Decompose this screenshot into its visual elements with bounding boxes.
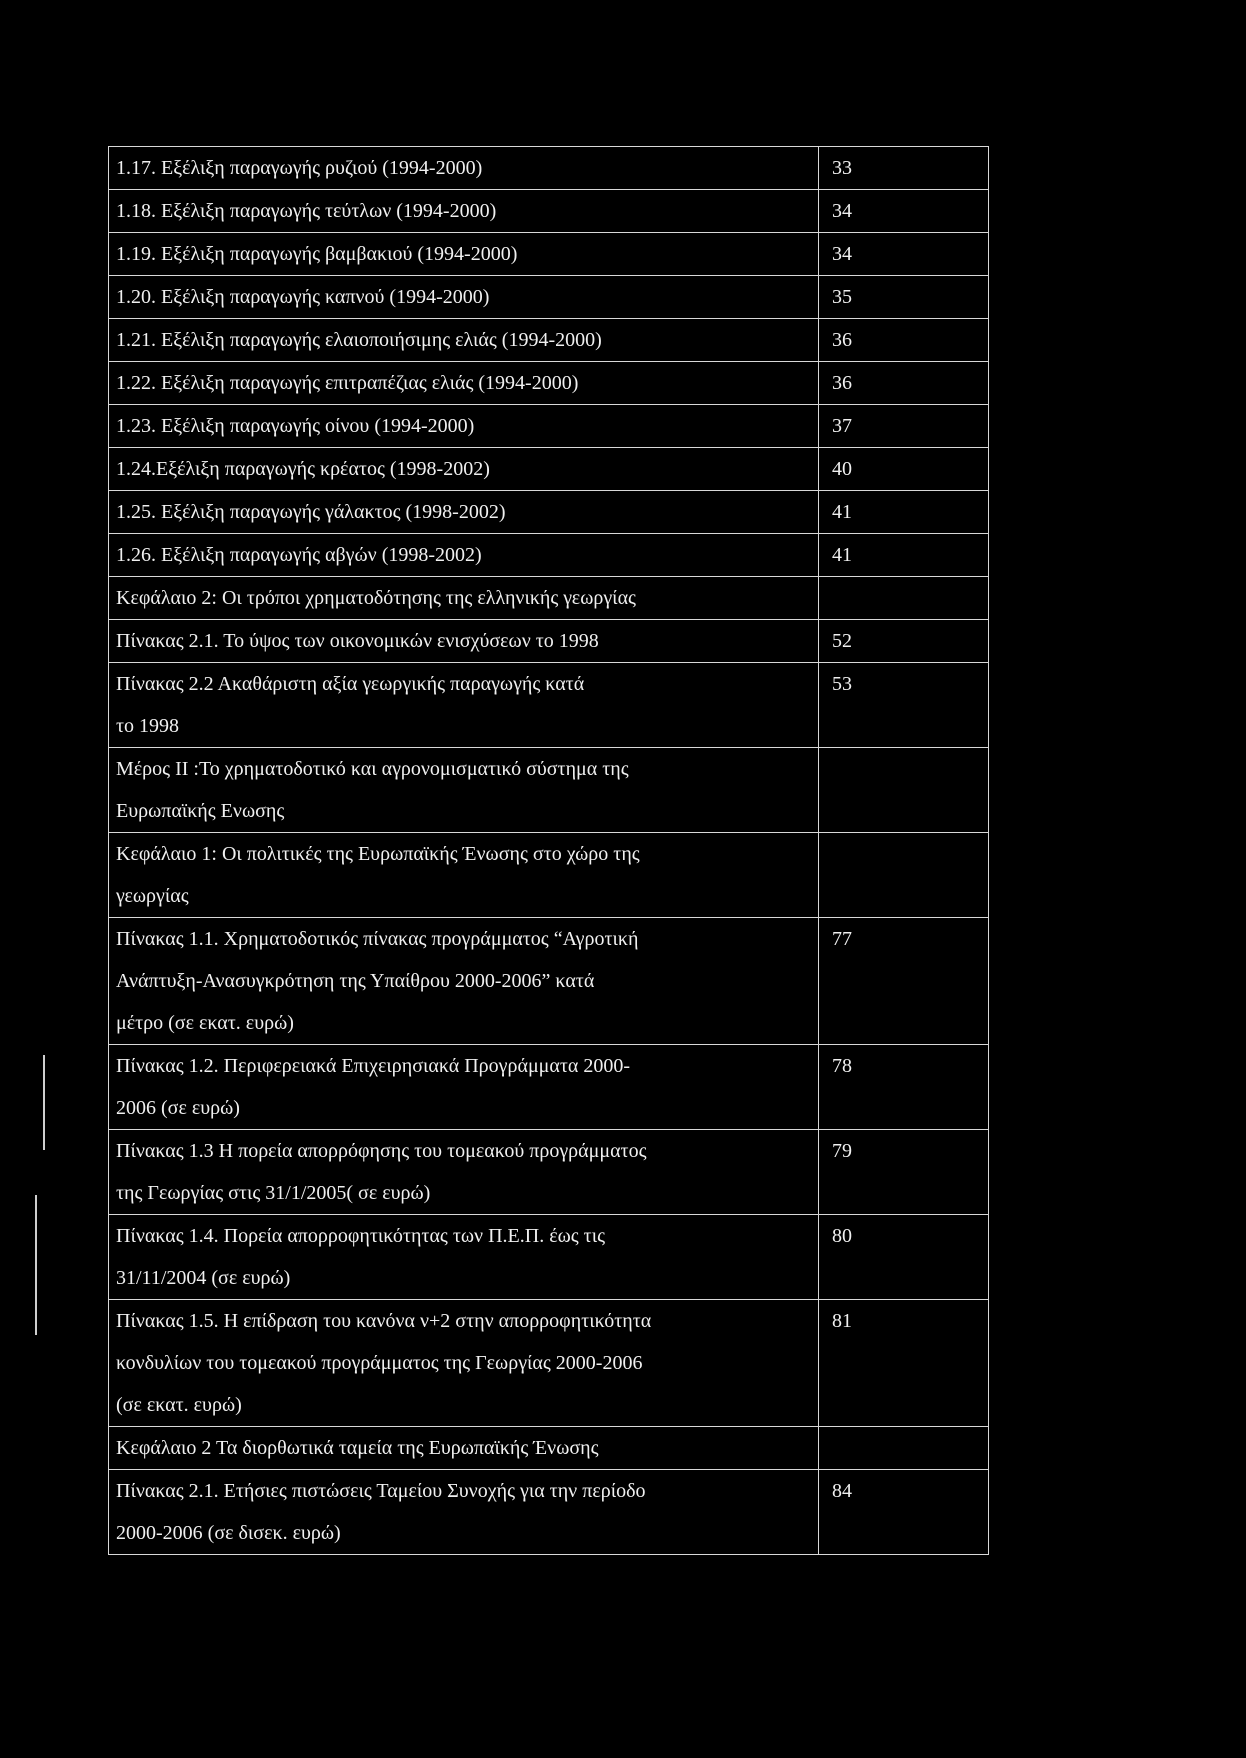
entry-page-cell — [819, 1130, 989, 1215]
entry-title-cell — [109, 918, 819, 1045]
entry-title-cell — [109, 147, 819, 190]
entry-page-number: 41 — [832, 544, 852, 566]
table-row — [109, 918, 989, 1045]
table-row — [109, 147, 989, 190]
margin-line — [35, 1195, 37, 1335]
entry-page-cell — [819, 147, 989, 190]
entry-page-cell — [819, 1427, 989, 1470]
entry-title-cell — [109, 1045, 819, 1130]
entry-title-cell — [109, 276, 819, 319]
entry-title-line: Πίνακας 1.5. Η επίδραση του κανόνα ν+2 στην απορροφητικότητα — [116, 1310, 652, 1332]
entry-title-line: Πίνακας 1.2. Περιφερειακά Επιχειρησιακά Προγράμματα 2000- — [116, 1055, 631, 1077]
entry-page-cell — [819, 405, 989, 448]
entry-page-number: 80 — [832, 1225, 852, 1247]
entry-title-line: Κεφάλαιο 1: Οι πολιτικές της Ευρωπαϊκής Ένωσης στο χώρο της — [116, 843, 640, 865]
table-row — [109, 405, 989, 448]
entry-page-number: 33 — [832, 157, 852, 179]
entry-title-line: 1.20. Εξέλιξη παραγωγής καπνού (1994-2000) — [116, 286, 490, 308]
entry-page-number: 79 — [832, 1140, 852, 1162]
entry-title-cell — [109, 620, 819, 663]
table-row — [109, 276, 989, 319]
table-row — [109, 1470, 989, 1555]
entry-page-cell — [819, 362, 989, 405]
entry-page-number — [832, 1427, 988, 1469]
entry-page-number: 35 — [832, 286, 852, 308]
entry-title-line: 31/11/2004 (σε ευρώ) — [116, 1267, 291, 1289]
entry-page-number: 81 — [832, 1310, 852, 1332]
entry-page-cell — [819, 276, 989, 319]
entry-page-cell — [819, 190, 989, 233]
entry-page-cell — [819, 233, 989, 276]
entry-page-number — [832, 833, 988, 875]
table-row — [109, 577, 989, 620]
entry-page-number — [832, 577, 988, 619]
entry-title-cell — [109, 577, 819, 620]
entry-page-cell — [819, 1045, 989, 1130]
margin-line — [43, 1055, 45, 1150]
entry-title-line: της Γεωργίας στις 31/1/2005( σε ευρώ) — [116, 1182, 431, 1204]
entry-page-cell — [819, 448, 989, 491]
entry-title-line: 2006 (σε ευρώ) — [116, 1097, 240, 1119]
entry-title-cell — [109, 448, 819, 491]
entry-page-number: 34 — [832, 200, 852, 222]
entry-title-cell — [109, 1427, 819, 1470]
entry-page-cell — [819, 1215, 989, 1300]
entry-title-line: Πίνακας 2.1. Το ύψος των οικονομικών ενισχύσεων το 1998 — [116, 630, 599, 652]
entry-title-line: Πίνακας 1.4. Πορεία απορροφητικότητας των Π.Ε.Π. έως τις — [116, 1225, 606, 1247]
entry-title-cell — [109, 190, 819, 233]
table-row — [109, 1300, 989, 1427]
entry-title-line: Ευρωπαϊκής Ενωσης — [116, 800, 285, 822]
entry-page-number: 53 — [832, 673, 852, 695]
entry-page-cell — [819, 620, 989, 663]
entry-title-line: 1.18. Εξέλιξη παραγωγής τεύτλων (1994-2000) — [116, 200, 497, 222]
entry-page-cell — [819, 1470, 989, 1555]
entry-title-cell — [109, 362, 819, 405]
entry-title-cell — [109, 748, 819, 833]
entry-page-cell — [819, 663, 989, 748]
entry-page-number: 37 — [832, 415, 852, 437]
entry-title-line: 1.22. Εξέλιξη παραγωγής επιτραπέζιας ελιάς (1994-2000) — [116, 372, 579, 394]
entry-page-cell — [819, 491, 989, 534]
entry-page-number: 36 — [832, 329, 852, 351]
entry-title-line: κονδυλίων του τομεακού προγράμματος της Γεωργίας 2000-2006 — [116, 1352, 643, 1374]
toc-body — [109, 147, 989, 1555]
table-row — [109, 233, 989, 276]
entry-title-cell — [109, 405, 819, 448]
entry-title-line: Πίνακας 2.2 Ακαθάριστη αξία γεωργικής παραγωγής κατά — [116, 673, 585, 695]
table-row — [109, 448, 989, 491]
entry-page-number: 52 — [832, 630, 852, 652]
entry-page-number: 36 — [832, 372, 852, 394]
entry-title-cell — [109, 1215, 819, 1300]
table-row — [109, 190, 989, 233]
entry-title-cell — [109, 833, 819, 918]
entry-title-line: 1.21. Εξέλιξη παραγωγής ελαιοποιήσιμης ελιάς (1994-2000) — [116, 329, 602, 351]
entry-title-line: μέτρο (σε εκατ. ευρώ) — [116, 1012, 294, 1034]
entry-page-number: 77 — [832, 928, 852, 950]
entry-title-line: 1.19. Εξέλιξη παραγωγής βαμβακιού (1994-2000) — [116, 243, 518, 265]
entry-title-line: 1.23. Εξέλιξη παραγωγής οίνου (1994-2000) — [116, 415, 475, 437]
entry-title-line: το 1998 — [116, 715, 180, 737]
entry-title-cell — [109, 233, 819, 276]
entry-title-cell — [109, 319, 819, 362]
table-row — [109, 748, 989, 833]
table-row — [109, 1215, 989, 1300]
entry-title-cell — [109, 534, 819, 577]
table-row — [109, 1427, 989, 1470]
entry-page-number: 41 — [832, 501, 852, 523]
entry-page-cell — [819, 918, 989, 1045]
entry-title-line: 1.26. Εξέλιξη παραγωγής αβγών (1998-2002) — [116, 544, 482, 566]
entry-title-cell — [109, 663, 819, 748]
entry-title-cell — [109, 1470, 819, 1555]
entry-title-line: Πίνακας 2.1. Ετήσιες πιστώσεις Ταμείου Συνοχής για την περίοδο — [116, 1480, 646, 1502]
table-of-contents — [108, 146, 989, 1555]
table-row — [109, 319, 989, 362]
table-row — [109, 833, 989, 918]
entry-title-cell — [109, 1300, 819, 1427]
table-row — [109, 663, 989, 748]
entry-title-line: (σε εκατ. ευρώ) — [116, 1394, 242, 1416]
entry-page-number: 84 — [832, 1480, 852, 1502]
entry-title-line: Πίνακας 1.1. Χρηματοδοτικός πίνακας προγράμματος “Αγροτική — [116, 928, 639, 950]
entry-page-cell — [819, 833, 989, 918]
table-row — [109, 620, 989, 663]
entry-title-line: Κεφάλαιο 2 Τα διορθωτικά ταμεία της Ευρωπαϊκής Ένωσης — [116, 1437, 599, 1459]
entry-page-number: 40 — [832, 458, 852, 480]
entry-title-cell — [109, 491, 819, 534]
entry-page-cell — [819, 577, 989, 620]
entry-page-cell — [819, 1300, 989, 1427]
entry-title-line: Ανάπτυξη-Ανασυγκρότηση της Υπαίθρου 2000-2006” κατά — [116, 970, 595, 992]
entry-title-cell — [109, 1130, 819, 1215]
table-row — [109, 534, 989, 577]
entry-page-number: 78 — [832, 1055, 852, 1077]
entry-title-line: 1.25. Εξέλιξη παραγωγής γάλακτος (1998-2002) — [116, 501, 506, 523]
entry-title-line: 1.24.Εξέλιξη παραγωγής κρέατος (1998-2002) — [116, 458, 490, 480]
entry-title-line: Πίνακας 1.3 Η πορεία απορρόφησης του τομεακού προγράμματος — [116, 1140, 647, 1162]
table-row — [109, 491, 989, 534]
entry-title-line: 1.17. Εξέλιξη παραγωγής ρυζιού (1994-2000) — [116, 157, 483, 179]
entry-title-line: γεωργίας — [116, 885, 189, 907]
table-row — [109, 1045, 989, 1130]
entry-page-cell — [819, 319, 989, 362]
entry-page-number — [832, 748, 988, 790]
entry-title-line: Κεφάλαιο 2: Οι τρόποι χρηματοδότησης της ελληνικής γεωργίας — [116, 587, 636, 609]
table-row — [109, 362, 989, 405]
entry-title-line: 2000-2006 (σε δισεκ. ευρώ) — [116, 1522, 341, 1544]
entry-page-cell — [819, 534, 989, 577]
entry-page-cell — [819, 748, 989, 833]
table-row — [109, 1130, 989, 1215]
entry-page-number: 34 — [832, 243, 852, 265]
entry-title-line: Μέρος ΙΙ :Το χρηματοδοτικό και αγρονομισματικό σύστημα της — [116, 758, 629, 780]
